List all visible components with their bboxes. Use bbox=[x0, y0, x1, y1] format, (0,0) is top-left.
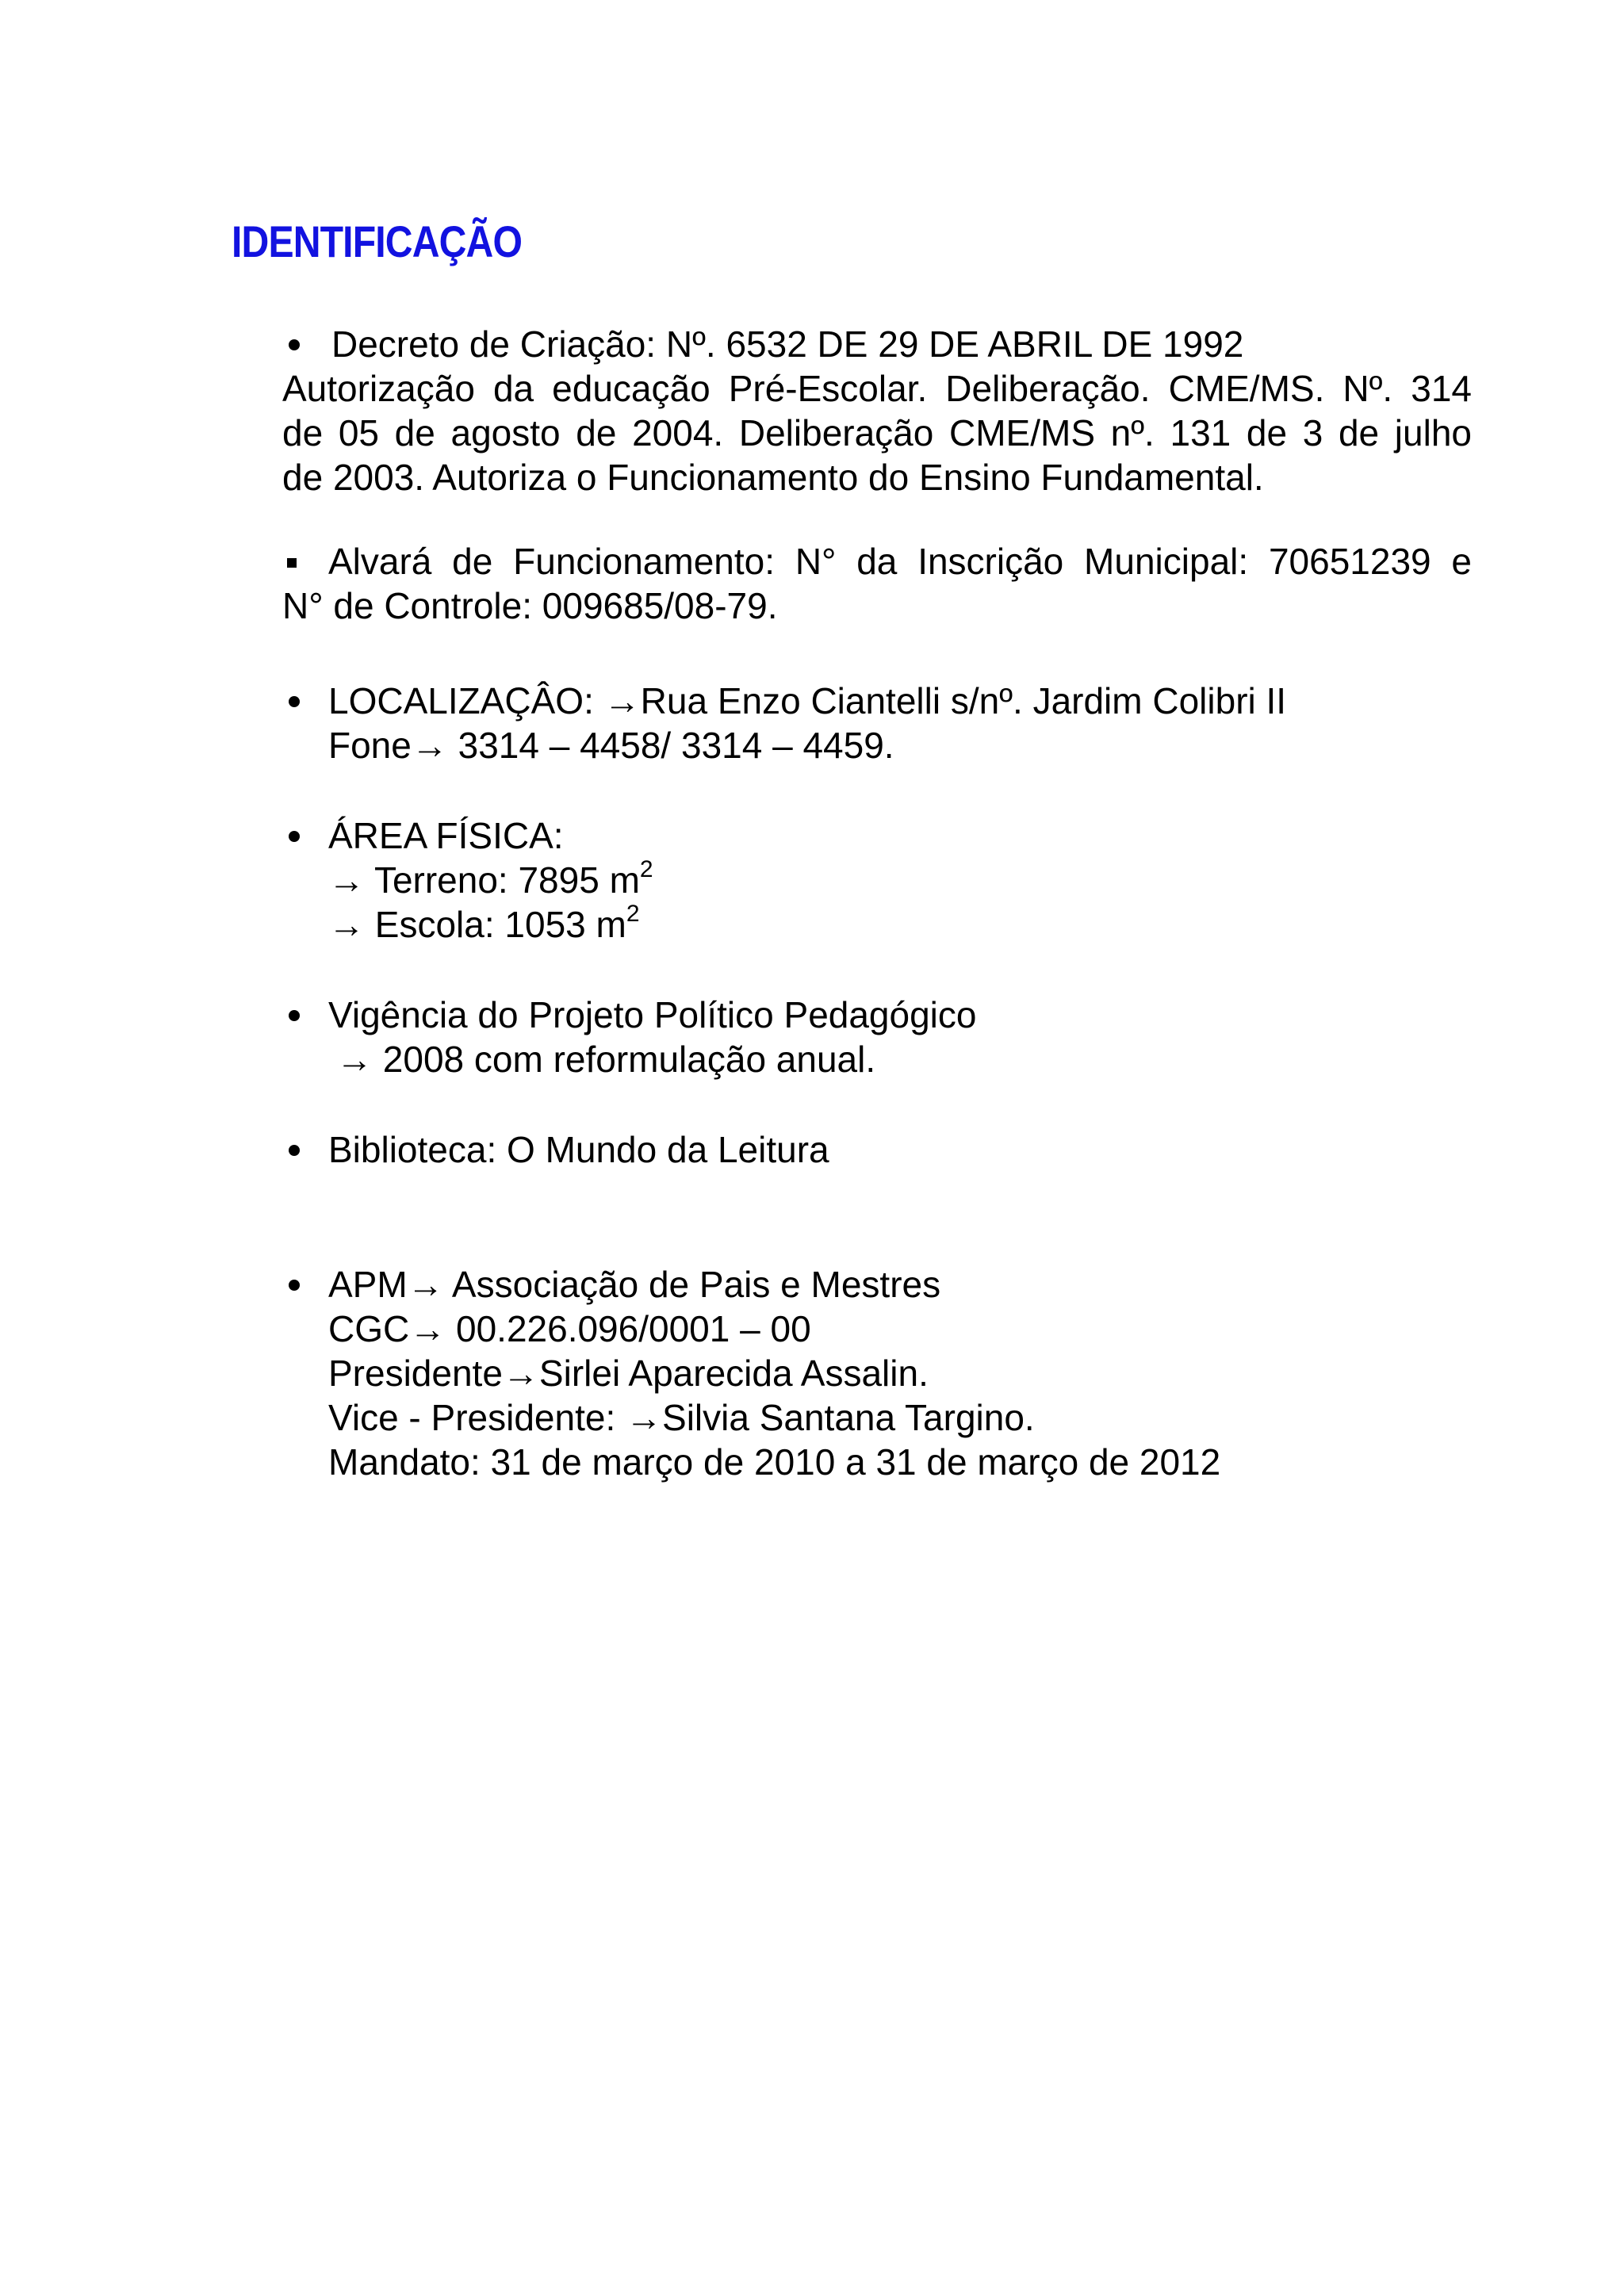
decreto-line-3: de 05 de agosto de 2004. Deliberação CME/MS nº. 131 de 3 de julho bbox=[282, 412, 1472, 453]
apm-line-3: Presidente→Sirlei Aparecida Assalin. bbox=[328, 1353, 929, 1394]
biblioteca-section bbox=[282, 1127, 1472, 1172]
apm-line-5: Mandato: 31 de março de 2010 a 31 de março de 2012 bbox=[328, 1441, 1221, 1483]
page-title: IDENTIFICAÇÃO bbox=[232, 216, 523, 266]
decreto-section bbox=[282, 322, 1472, 499]
vigencia-section bbox=[282, 993, 1472, 1081]
biblioteca-line-1: Biblioteca: O Mundo da Leitura bbox=[328, 1129, 829, 1170]
area-terreno-line bbox=[282, 855, 1472, 902]
localizacao-section bbox=[282, 679, 1472, 767]
decreto-line-4: de 2003. Autoriza o Funcionamento do Ensino Fundamental. bbox=[282, 457, 1264, 498]
vigencia-line-1: Vigência do Projeto Político Pedagógico bbox=[328, 994, 977, 1035]
alvara-section bbox=[282, 539, 1472, 628]
decreto-line-1: Decreto de Criação: Nº. 6532 DE 29 DE ABRIL DE 1992 bbox=[331, 323, 1244, 365]
area-escola-exponent: 2 bbox=[626, 900, 640, 927]
decreto-line-2: Autorização da educação Pré-Escolar. Deliberação. CME/MS. Nº. 314 bbox=[282, 368, 1472, 409]
localizacao-line-1: LOCALIZAÇÂO: →Rua Enzo Ciantelli s/nº. Jardim Colibri II bbox=[328, 680, 1287, 721]
area-fisica-section bbox=[282, 813, 1472, 947]
area-escola-text: → Escola: 1053 m bbox=[328, 904, 626, 945]
localizacao-line-2: Fone→ 3314 – 4458/ 3314 – 4459. bbox=[328, 725, 894, 766]
area-terreno-exponent: 2 bbox=[639, 855, 653, 882]
apm-line-2: CGC→ 00.226.096/0001 – 00 bbox=[328, 1308, 811, 1349]
alvara-line-1: Alvará de Funcionamento: N° da Inscrição Municipal: 70651239 e bbox=[328, 541, 1472, 582]
alvara-line-2: N° de Controle: 009685/08-79. bbox=[282, 585, 778, 626]
apm-line-4: Vice - Presidente: →Silvia Santana Targino. bbox=[328, 1397, 1035, 1438]
area-fisica-heading: ÁREA FÍSICA: bbox=[328, 815, 564, 856]
apm-section bbox=[282, 1262, 1472, 1484]
area-terreno-text: → Terreno: 7895 m bbox=[328, 859, 640, 901]
area-escola-line bbox=[282, 902, 1472, 947]
apm-line-1: APM→ Associação de Pais e Mestres bbox=[328, 1264, 941, 1305]
vigencia-line-2: → 2008 com reformulação anual. bbox=[336, 1039, 876, 1080]
